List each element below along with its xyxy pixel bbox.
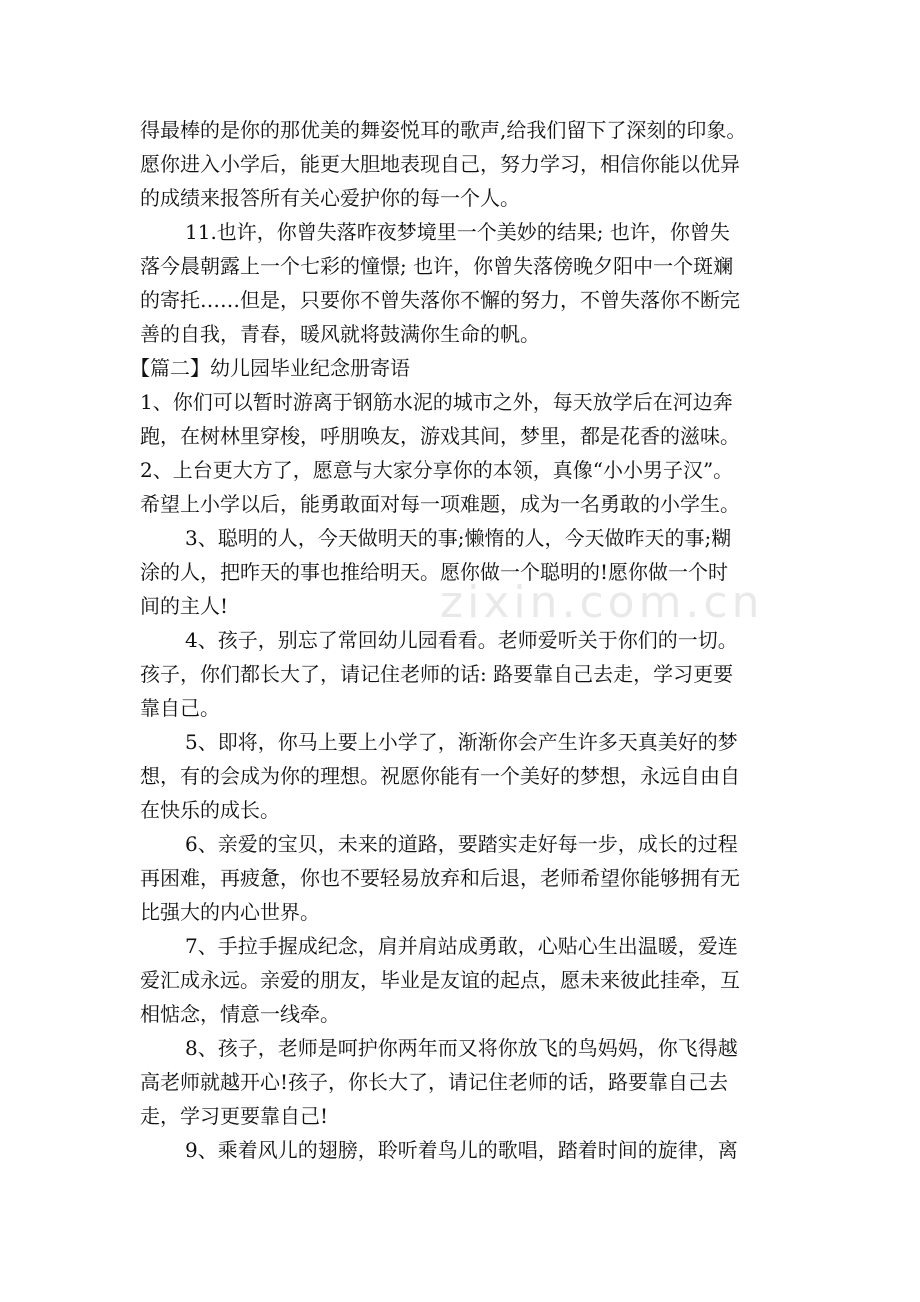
text-line: 落今晨朝露上一个七彩的憧憬; 也许，你曾失落傍晚夕阳中一个斑斓 xyxy=(140,254,734,278)
watermark: zixin.com.cn xyxy=(440,577,764,628)
text-line: 5、即将，你马上要上小学了，渐渐你会产生许多天真美好的梦 xyxy=(185,730,738,754)
text-line: 靠自己。 xyxy=(140,696,220,720)
text-line: 在快乐的成长。 xyxy=(140,798,280,822)
text-line: 得最棒的是你的那优美的舞姿悦耳的歌声,给我们留下了深刻的印象。 xyxy=(140,118,747,142)
text-line: 涂的人，把昨天的事也推给明天。愿你做一个聪明的!愿你做一个时 xyxy=(140,560,729,584)
text-line: 比强大的内心世界。 xyxy=(140,900,320,924)
text-line: 8、孩子，老师是呵护你两年而又将你放飞的鸟妈妈，你飞得越 xyxy=(185,1036,738,1060)
text-line: 7、手拉手握成纪念，肩并肩站成勇敢，心贴心生出温暖，爱连 xyxy=(185,934,738,958)
text-line: 想，有的会成为你的理想。祝愿你能有一个美好的梦想，永远自由自 xyxy=(140,764,740,788)
section-heading: 【篇二】幼儿园毕业纪念册寄语 xyxy=(130,356,410,380)
text-line: 愿你进入小学后，能更大胆地表现自己，努力学习，相信你能以优异 xyxy=(140,152,740,176)
text-line: 3、聪明的人，今天做明天的事;懒惰的人，今天做昨天的事;糊 xyxy=(185,526,732,550)
text-line: 11.也许，你曾失落昨夜梦境里一个美妙的结果; 也许，你曾失 xyxy=(185,220,730,244)
text-line: 孩子，你们都长大了，请记住老师的话: 路要靠自己去走，学习更要 xyxy=(140,662,734,686)
text-line: 走，学习更要靠自己! xyxy=(140,1104,329,1128)
text-line: 相惦念，情意一线牵。 xyxy=(140,1002,340,1026)
text-line: 9、乘着风儿的翅膀，聆听着鸟儿的歌唱，踏着时间的旋律，离 xyxy=(185,1138,738,1162)
text-line: 善的自我，青春，暖风就将鼓满你生命的帆。 xyxy=(140,322,540,346)
text-line: 再困难，再疲惫，你也不要轻易放弃和后退，老师希望你能够拥有无 xyxy=(140,866,740,890)
text-line: 4、孩子，别忘了常回幼儿园看看。老师爱听关于你们的一切。 xyxy=(185,628,738,652)
text-line: 高老师就越开心!孩子，你长大了，请记住老师的话，路要靠自己去 xyxy=(140,1070,729,1094)
text-line: 2、上台更大方了，愿意与大家分享你的本领，真像“小小男子汉”。 xyxy=(140,458,734,482)
text-line: 希望上小学以后，能勇敢面对每一项难题，成为一名勇敢的小学生。 xyxy=(140,492,740,516)
text-line: 爱汇成永远。亲爱的朋友，毕业是友谊的起点，愿未来彼此挂牵，互 xyxy=(140,968,740,992)
text-line: 的成绩来报答所有关心爱护你的每一个人。 xyxy=(140,186,520,210)
text-line: 1、你们可以暂时游离于钢筋水泥的城市之外，每天放学后在河边奔 xyxy=(140,390,733,414)
text-line: 跑，在树林里穿梭，呼朋唤友，游戏其间，梦里，都是花香的滋味。 xyxy=(140,424,740,448)
text-line: 的寄托……但是，只要你不曾失落你不懈的努力，不曾失落你不断完 xyxy=(140,288,740,312)
text-line: 间的主人! xyxy=(140,594,229,618)
text-line: 6、亲爱的宝贝，未来的道路，要踏实走好每一步，成长的过程 xyxy=(185,832,738,856)
